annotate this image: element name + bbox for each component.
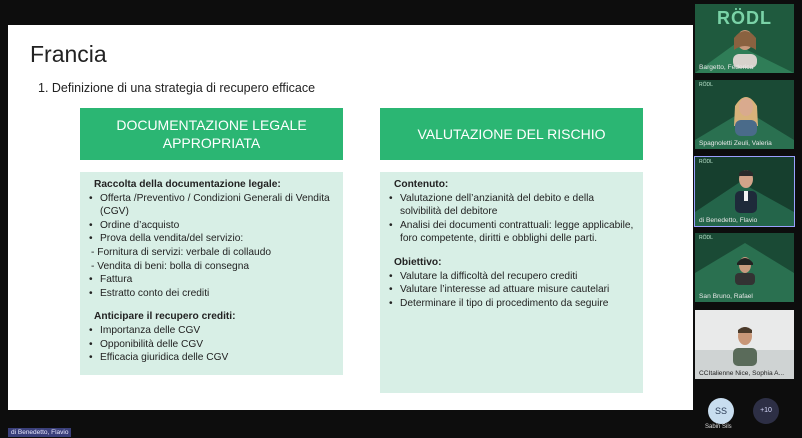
left-section1-list-cont (88, 273, 335, 300)
right-column-header-text: VALUTAZIONE DEL RISCHIO (417, 126, 606, 142)
participant-name: di Benedetto, Flavio (699, 217, 758, 224)
avatar-name: Sabin Sils (705, 424, 732, 430)
more-participants-button[interactable]: +10 (753, 398, 779, 424)
participant-tile-active[interactable] (695, 157, 794, 226)
participant-name: San Bruno, Rafael (699, 293, 753, 300)
left-column-header (80, 108, 343, 160)
list-item: • Ordine d’acquisto (88, 219, 335, 233)
participant-tile[interactable] (695, 310, 794, 379)
right-column-header (380, 108, 643, 160)
list-item: • Offerta /Preventivo / Condizioni Generali di Vendita (CGV) (88, 192, 335, 219)
list-item: • Estratto conto dei crediti (88, 287, 335, 301)
list-subitem: - Fornitura di servizi: verbale di collaudo (91, 246, 272, 258)
list-item: • Importanza delle CGV (88, 324, 335, 338)
left-section1-list (88, 192, 335, 246)
slide-subtitle: 1. Definizione di una strategia di recupero efficace (38, 81, 316, 95)
avatar[interactable]: SS (708, 398, 734, 424)
right-section1-heading: Contenuto: (394, 179, 449, 190)
right-section2-list (388, 270, 635, 311)
participant-logo: RÖDL (699, 159, 713, 165)
list-item: • Determinare il tipo di procedimento da seguire (388, 297, 635, 311)
right-section1-list (388, 192, 635, 246)
left-section1-heading: Raccolta della documentazione legale: (94, 179, 281, 190)
list-item: • Prova della vendita/del servizio: (88, 232, 335, 246)
list-item: • Valutare l’interesse ad attuare misure cautelari (388, 283, 635, 297)
participant-name: Spagnoletti Zeuli, Valeria (699, 140, 772, 147)
left-section2-list (88, 324, 335, 365)
participant-tile[interactable] (695, 80, 794, 149)
list-item: • Valutare la difficoltà del recupero crediti (388, 270, 635, 284)
participant-logo: RÖDL (717, 8, 772, 28)
left-section2-heading: Anticipare il recupero crediti: (94, 311, 236, 323)
person-icon (733, 167, 759, 213)
list-item: • Analisi dei documenti contrattuali: legge applicabile, foro competente, diritti e obblighi delle parti. (388, 219, 635, 246)
right-column-body (380, 172, 643, 393)
list-item: • Opponibilità delle CGV (88, 338, 335, 352)
list-item: • Valutazione dell’anzianità del debito e della solvibilità del debitore (388, 192, 635, 219)
person-icon (731, 92, 761, 136)
list-item: • Efficacia giuridica delle CGV (88, 351, 335, 365)
person-icon (733, 255, 757, 285)
participant-logo: RÖDL (699, 82, 713, 88)
left-column-body (80, 172, 343, 375)
person-icon (730, 324, 760, 366)
participant-name: Bargetto, Federica (699, 64, 754, 71)
slide-title: Francia (30, 41, 107, 67)
list-item: • Fattura (88, 273, 335, 287)
shared-slide (8, 25, 693, 410)
right-section2-heading: Obiettivo: (394, 256, 442, 268)
participant-logo: RÖDL (699, 235, 713, 241)
participant-tile[interactable] (695, 233, 794, 302)
left-column-header-text: DOCUMENTAZIONE LEGALE APPROPRIATA (116, 117, 307, 151)
list-subitem: - Vendita di beni: bolla di consegna (91, 260, 250, 272)
participant-tile[interactable] (695, 4, 794, 73)
participant-name: CCItalienne Nice, Sophia A... (699, 370, 785, 377)
person-icon (730, 28, 760, 68)
active-speaker-label: di Benedetto, Flavio (8, 428, 71, 437)
